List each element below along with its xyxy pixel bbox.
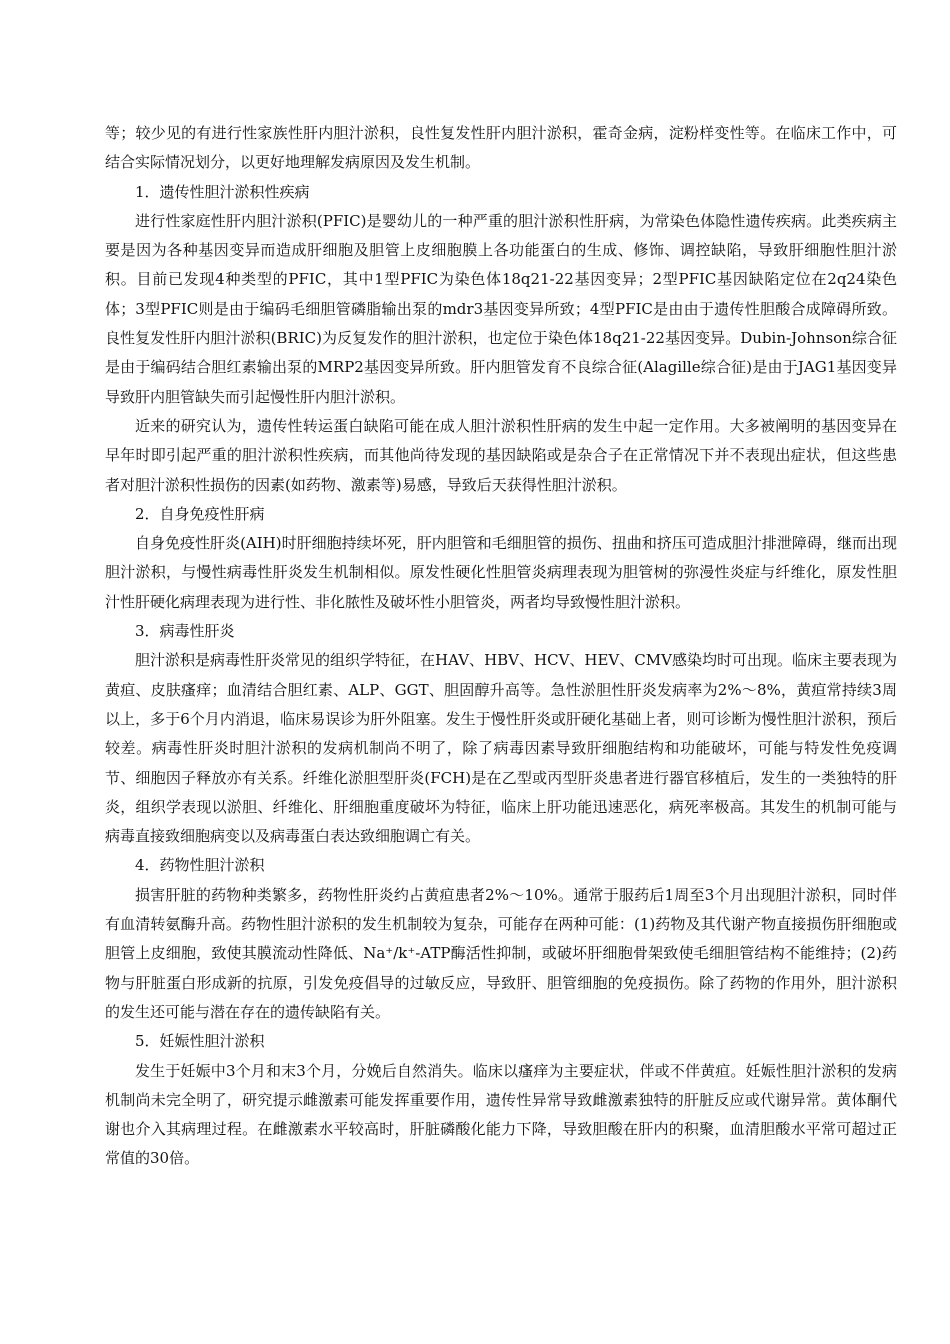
paragraph-pregnancy-cholestasis: 发生于妊娠中3个月和末3个月，分娩后自然消失。临床以瘙痒为主要症状，伴或不伴黄疸。妊娠性胆汁淤积的发病机制尚未完全明了，研究提示雌激素可能发挥重要作用，遗传性异常导致雌激素独特的肝脏反应或代谢异常。黄体酮代谢也介入其病理过程。在雌激素水平较高时，肝脏磷酸化能力下降，导致胆酸在肝内的积聚，血清胆酸水平常可超过正常值的30倍。 (105, 1061, 897, 1168)
paragraph-transport-defects: 近来的研究认为，遗传性转运蛋白缺陷可能在成人胆汁淤积性肝病的发生中起一定作用。大多被阐明的基因变异在早年时即引起严重的胆汁淤积性疾病，而其他尚待发现的基因缺陷或是杂合子在正常情况下并不表现出症状，但这些患者对胆汁淤积性损伤的因素(如药物、激素等)易感，导致后天获得性胆汁淤积。 (105, 416, 897, 494)
paragraph-pfic: 进行性家庭性肝内胆汁淤积(PFIC)是婴幼儿的一种严重的胆汁淤积性肝病，为常染色体隐性遗传疾病。此类疾病主要是因为各种基因变异而造成肝细胞及胆管上皮细胞膜上各功能蛋白的生成、修饰、调控缺陷，导致肝细胞性胆汁淤积。目前已发现4种类型的PFIC，其中1型PFIC为染色体18q21-22基因变异；2型PFIC基因缺陷定位在2q24染色体；3型PFIC则是由于编码毛细胆管磷脂输出泵的mdr3基因变异所致；4型PFIC是由由于遗传性胆酸合成障碍所致。良性复发性肝内胆汁淤积(BRIC)为反复发作的胆汁淤积，也定位于染色体18q21-22基因变异。Dubin-Johnson综合征是由于编码结合胆红素输出泵的MRP2基因变异所致。肝内胆管发育不良综合征(Alagille综合征)是由于JAG1基因变异导致肝内胆管缺失而引起慢性肝内胆汁淤积。 (105, 211, 897, 406)
section-heading-autoimmune: 2．自身免疫性肝病 (135, 504, 265, 523)
section-heading-viral-hepatitis: 3．病毒性肝炎 (135, 622, 235, 641)
intro-paragraph: 等；较少见的有进行性家族性肝内胆汁淤积，良性复发性肝内胆汁淤积，霍奇金病，淀粉样变性等。在临床工作中，可结合实际情况划分，以更好地理解发病原因及发生机制。 (105, 124, 897, 172)
section-heading-drug-induced: 4．药物性胆汁淤积 (135, 856, 265, 875)
document-page (105, 119, 897, 1174)
paragraph-viral-cholestasis: 胆汁淤积是病毒性肝炎常见的组织学特征，在HAV、HBV、HCV、HEV、CMV感染均时可出现。临床主要表现为黄疸、皮肤瘙痒；血清结合胆红素、ALP、GGT、胆固醇升高等。急性淤胆性肝炎发病率为2%～8%，黄疸常持续3周以上，多于6个月内消退，临床易误诊为肝外阻塞。发生于慢性肝炎或肝硬化基础上者，则可诊断为慢性胆汁淤积，预后较差。病毒性肝炎时胆汁淤积的发病机制尚不明了，除了病毒因素导致肝细胞结构和功能破坏，可能与特发性免疫调节、细胞因子释放亦有关系。纤维化淤胆型肝炎(FCH)是在乙型或丙型肝炎患者进行器官移植后，发生的一类独特的肝炎，组织学表现以淤胆、纤维化、肝细胞重度破坏为特征，临床上肝功能迅速恶化，病死率极高。其发生的机制可能与病毒直接致细胞病变以及病毒蛋白表达致细胞调亡有关。 (105, 651, 897, 846)
paragraph-aih: 自身免疫性肝炎(AIH)时肝细胞持续坏死，肝内胆管和毛细胆管的损伤、扭曲和挤压可造成胆汁排泄障碍，继而出现胆汁淤积，与慢性病毒性肝炎发生机制相似。原发性硬化性胆管炎病理表现为胆管树的弥漫性炎症与纤维化，原发性胆汁性肝硬化病理表现为进行性、非化脓性及破坏性小胆管炎，两者均导致慢性胆汁淤积。 (105, 534, 897, 611)
section-heading-hereditary: 1．遗传性胆汁淤积性疾病 (135, 182, 310, 201)
paragraph-drug-cholestasis: 损害肝脏的药物种类繁多，药物性肝炎约占黄疸患者2%～10%。通常于服药后1周至3个月出现胆汁淤积，同时伴有血清转氨酶升高。药物性胆汁淤积的发生机制较为复杂，可能存在两种可能：(1)药物及其代谢产物直接损伤肝细胞或胆管上皮细胞，致使其膜流动性降低、Na⁺/k⁺-ATP酶活性抑制，或破坏肝细胞骨架致使毛细胆管结构不能维持；(2)药物与肝脏蛋白形成新的抗原，引发免疫倡导的过敏反应，导致肝、胆管细胞的免疫损伤。除了药物的作用外，胆汁淤积的发生还可能与潜在存在的遗传缺陷有关。 (105, 885, 897, 1021)
section-heading-pregnancy: 5．妊娠性胆汁淤积 (135, 1032, 265, 1051)
